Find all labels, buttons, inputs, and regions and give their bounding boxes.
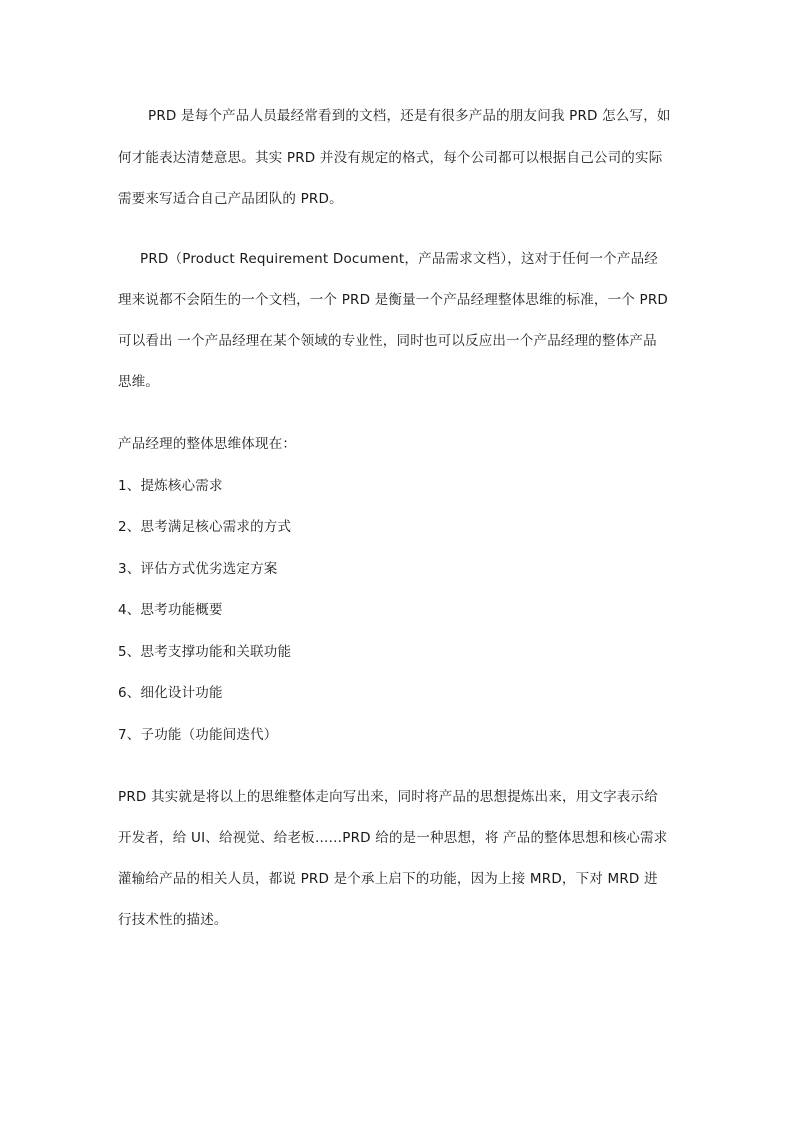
paragraph-2-line: 思维。 (118, 374, 160, 390)
list-item: 7、子功能（功能间迭代） (118, 727, 278, 743)
paragraph-2-line: 理来说都不会陌生的一个文档，一个 PRD 是衡量一个产品经理整体思维的标准，一个 PRD (118, 292, 669, 308)
paragraph-1-line: 何才能表达清楚意思。其实 PRD 并没有规定的格式，每个公司都可以根据自己公司的实际 (118, 150, 663, 166)
list-heading: 产品经理的整体思维体现在： (118, 436, 297, 452)
list-item: 2、思考满足核心需求的方式 (118, 519, 292, 535)
list-item: 4、思考功能概要 (118, 602, 223, 618)
list-item: 1、提炼核心需求 (118, 478, 223, 494)
list-item: 5、思考支撑功能和关联功能 (118, 644, 292, 660)
paragraph-2-line: PRD（Product Requirement Document，产品需求文档），这对于任何一个产品经 (140, 251, 658, 267)
list-item: 3、评估方式优劣选定方案 (118, 561, 278, 577)
list-item: 6、细化设计功能 (118, 685, 223, 701)
paragraph-3-line: 行技术性的描述。 (118, 912, 228, 928)
paragraph-1-line: PRD 是每个产品人员最经常看到的文档，还是有很多产品的朋友问我 PRD 怎么写，如 (148, 108, 671, 124)
paragraph-1-line: 需要来写适合自己产品团队的 PRD。 (118, 191, 343, 207)
paragraph-3-line: PRD 其实就是将以上的思维整体走向写出来，同时将产品的思想提炼出来，用文字表示给 (118, 789, 658, 805)
paragraph-2-line: 可以看出 一个产品经理在某个领域的专业性，同时也可以反应出一个产品经理的整体产品 (118, 333, 657, 349)
paragraph-3-line: 灌输给产品的相关人员，都说 PRD 是个承上启下的功能，因为上接 MRD，下对 MRD 进 (118, 871, 658, 887)
paragraph-3-line: 开发者，给 UI、给视觉、给老板……PRD 给的是一种思想，将 产品的整体思想和核心需求 (118, 830, 668, 846)
